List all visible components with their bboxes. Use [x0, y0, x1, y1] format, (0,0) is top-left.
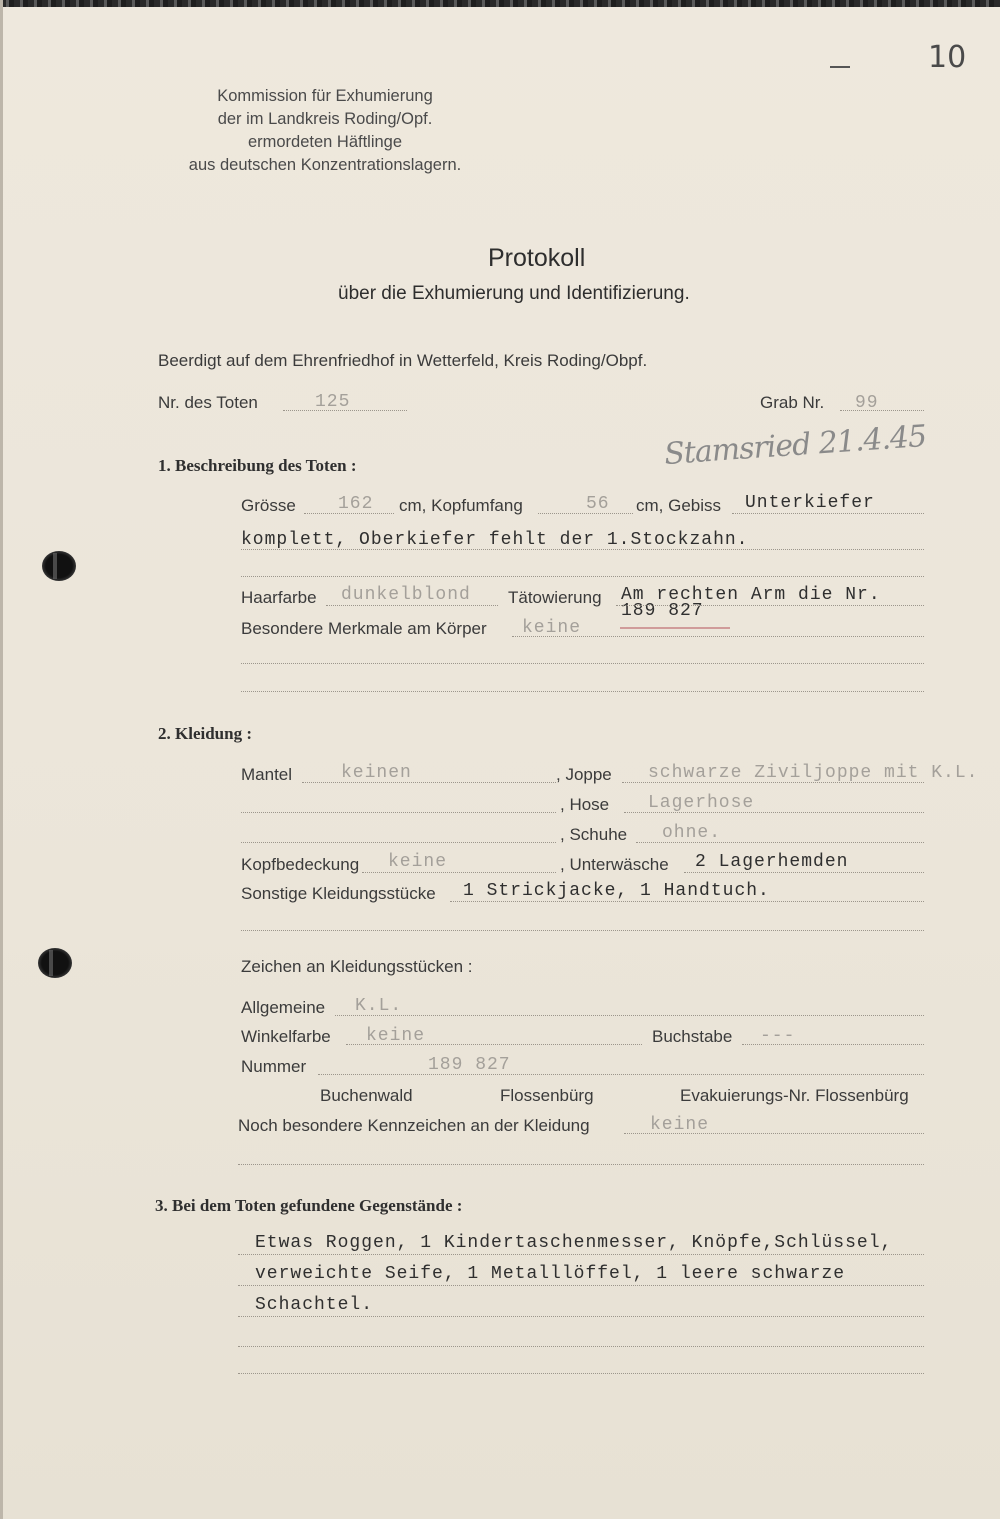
teeth-label: cm, Gebiss [636, 496, 722, 515]
dotted-line [840, 410, 924, 411]
jacket-label: , Joppe [556, 765, 612, 784]
tattoo-value: Am rechten Arm die Nr. [621, 585, 881, 605]
document-subtitle: über die Exhumierung und Identifizierung. [338, 283, 690, 304]
dotted-line [238, 1373, 924, 1374]
page-number: 10 [928, 40, 967, 75]
grave-number-label: Grab Nr. [760, 393, 825, 412]
camp-flossenbuerg-label: Flossenbürg [500, 1086, 594, 1105]
headwear-value: keine [388, 852, 448, 872]
dotted-line [732, 513, 924, 514]
other-clothing-label: Sonstige Kleidungsstücke [241, 884, 436, 903]
punch-hole-lower [38, 948, 72, 978]
other-clothing-value: 1 Strickjacke, 1 Handtuch. [463, 881, 770, 901]
burial-location: Beerdigt auf dem Ehrenfriedhof in Wetterfeld, Kreis Roding/Obpf. [158, 351, 648, 370]
dotted-line [238, 1316, 924, 1317]
header-line-1: Kommission für Exhumierung [217, 87, 433, 105]
dead-number-label: Nr. des Toten [158, 393, 258, 412]
shoes-value: ohne. [662, 823, 722, 843]
size-value: 162 [338, 494, 374, 514]
dotted-line [241, 576, 924, 577]
pencil-mark [830, 66, 850, 68]
dotted-line [241, 842, 556, 843]
dotted-line [241, 812, 556, 813]
number-label: Nummer [241, 1057, 307, 1076]
paper-edge [0, 0, 3, 1519]
other-marks-value: keine [650, 1115, 710, 1135]
dotted-line [241, 663, 924, 664]
trousers-value: Lagerhose [648, 793, 755, 813]
special-marks-value: keine [522, 618, 582, 638]
red-pencil-underline [620, 627, 730, 629]
dotted-line [684, 872, 924, 873]
headwear-label: Kopfbedeckung [241, 855, 360, 874]
clothing-marks-heading: Zeichen an Kleidungsstücken : [241, 957, 473, 976]
found-items-line-3: Schachtel. [255, 1295, 374, 1315]
letter-label: Buchstabe [652, 1027, 733, 1046]
shoes-label: , Schuhe [560, 825, 628, 844]
header-line-4: aus deutschen Konzentrationslagern. [188, 156, 462, 174]
coat-value: keinen [341, 763, 412, 783]
commission-header [170, 85, 480, 177]
scan-edge-strip [0, 0, 1000, 7]
hair-color-label: Haarfarbe [241, 588, 317, 607]
teeth-value-continued: komplett, Oberkiefer fehlt der 1.Stockzahn. [241, 530, 749, 550]
underwear-label: , Unterwäsche [560, 855, 669, 874]
head-circumference-value: 56 [586, 494, 610, 514]
triangle-color-value: keine [366, 1026, 426, 1046]
handwritten-annotation: Stamsried 21.4.45 [663, 418, 928, 473]
camp-buchenwald-label: Buchenwald [320, 1086, 413, 1105]
dotted-line [362, 872, 556, 873]
dotted-line [326, 605, 498, 606]
dotted-line [241, 930, 924, 931]
tattoo-number: 189 827 [621, 601, 704, 621]
dotted-line [241, 549, 924, 550]
general-label: Allgemeine [241, 998, 326, 1017]
other-marks-label: Noch besondere Kennzeichen an der Kleidung [238, 1116, 590, 1135]
dotted-line [238, 1254, 924, 1255]
found-items-line-1: Etwas Roggen, 1 Kindertaschenmesser, Knöpfe,Schlüssel, [255, 1233, 893, 1253]
teeth-value: Unterkiefer [745, 493, 875, 513]
tattoo-label: Tätowierung [508, 588, 602, 607]
grave-number-value: 99 [855, 393, 879, 413]
size-label: Grösse [241, 496, 296, 515]
header-line-3: ermordeten Häftlinge [247, 133, 403, 151]
evacuation-number-label: Evakuierungs-Nr. Flossenbürg [680, 1086, 909, 1105]
document-title: Protokoll [488, 244, 586, 272]
section-2-heading: 2. Kleidung : [158, 724, 252, 743]
dotted-line [241, 691, 924, 692]
dotted-line [616, 605, 924, 606]
dotted-line [238, 1164, 924, 1165]
punch-hole-upper [42, 551, 76, 581]
general-value: K.L. [355, 996, 403, 1016]
coat-label: Mantel [241, 765, 293, 784]
dead-number-value: 125 [315, 392, 351, 412]
triangle-color-label: Winkelfarbe [241, 1027, 331, 1046]
letter-value: --- [760, 1026, 796, 1046]
trousers-label: , Hose [560, 795, 610, 814]
dotted-line [238, 1285, 924, 1286]
underwear-value: 2 Lagerhemden [695, 852, 849, 872]
dotted-line [335, 1015, 924, 1016]
dotted-line [450, 901, 924, 902]
dotted-line [238, 1346, 924, 1347]
special-marks-label: Besondere Merkmale am Körper [241, 619, 487, 638]
section-1-heading: 1. Beschreibung des Toten : [158, 456, 357, 475]
number-value: 189 827 [428, 1055, 511, 1075]
jacket-value: schwarze Ziviljoppe mit K.L. [648, 763, 979, 783]
header-line-2: der im Landkreis Roding/Opf. [217, 110, 433, 128]
hair-color-value: dunkelblond [341, 585, 471, 605]
head-circumference-label: cm, Kopfumfang [399, 496, 523, 515]
section-3-heading: 3. Bei dem Toten gefundene Gegenstände : [155, 1196, 463, 1215]
found-items-line-2: verweichte Seife, 1 Metalllöffel, 1 leere schwarze [255, 1264, 846, 1284]
dotted-line [318, 1074, 924, 1075]
